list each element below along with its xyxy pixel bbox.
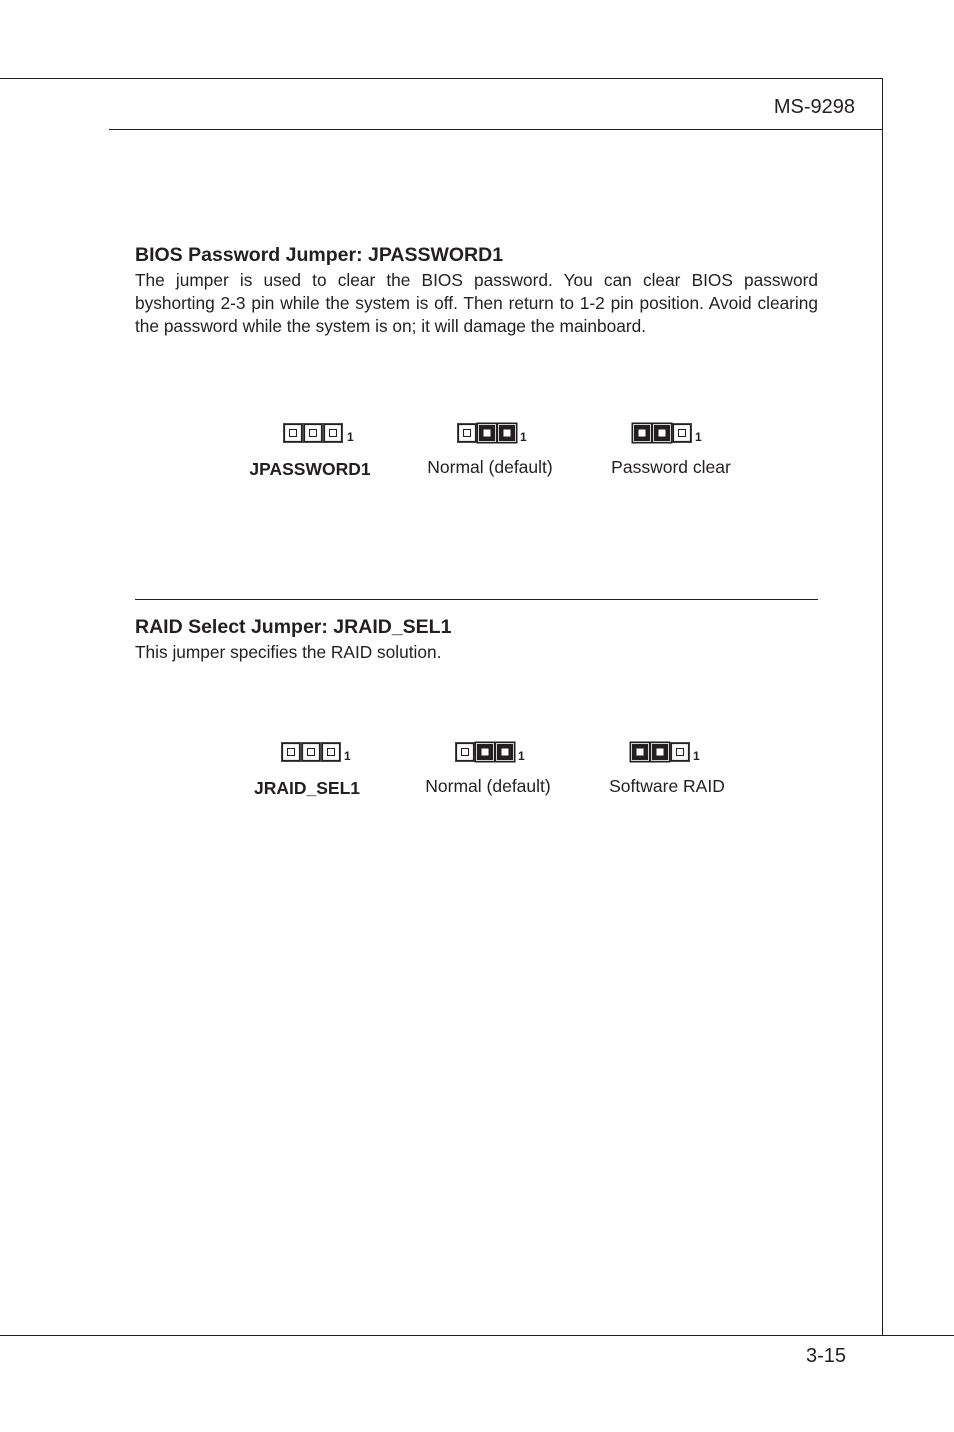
jumper-diagram bbox=[207, 741, 407, 811]
jumper-setting-software-raid bbox=[567, 741, 767, 811]
jumper-setting-password-clear bbox=[571, 422, 771, 492]
pin-1-label: 1 bbox=[520, 430, 527, 444]
pin-cell bbox=[283, 744, 300, 761]
pin-cell bbox=[285, 425, 302, 442]
model-number: MS-9298 bbox=[773, 96, 855, 118]
pin-1-label: 1 bbox=[695, 430, 702, 444]
jumper-caption: Normal (default) bbox=[427, 457, 553, 477]
pin-cell bbox=[303, 744, 320, 761]
raid-select-section bbox=[135, 615, 818, 664]
jumper-pins bbox=[282, 422, 344, 444]
pin-1 bbox=[502, 749, 509, 756]
jumper-diagram bbox=[210, 422, 410, 492]
pin-3 bbox=[639, 430, 646, 437]
jumper-pins bbox=[280, 741, 342, 763]
pin-2 bbox=[659, 430, 666, 437]
pin-2 bbox=[482, 749, 489, 756]
pin-1-label: 1 bbox=[693, 749, 700, 763]
jumper-setting-normal bbox=[390, 422, 590, 492]
pin-1 bbox=[504, 430, 511, 437]
pin-cell bbox=[457, 744, 474, 761]
section-body: The jumper is used to clear the BIOS password. You can clear BIOS password byshorting 2-3 pin while the system is off. Then return to 1-2 pin position. Avoid clearing the password while the system is on; it will damage the mainboard. bbox=[135, 270, 818, 336]
pin-cell bbox=[323, 744, 340, 761]
top-border bbox=[0, 78, 883, 79]
pin-3 bbox=[637, 749, 644, 756]
pin-cell bbox=[674, 425, 691, 442]
pin-cell bbox=[305, 425, 322, 442]
bios-password-section bbox=[135, 243, 818, 338]
section-body: This jumper specifies the RAID solution. bbox=[135, 642, 442, 662]
jumper-caption: Normal (default) bbox=[425, 776, 551, 796]
jumper-pins bbox=[454, 741, 516, 763]
pin-cell bbox=[325, 425, 342, 442]
pin-1-label: 1 bbox=[344, 749, 351, 763]
jumper-pins bbox=[631, 422, 693, 444]
jumper-pins bbox=[629, 741, 691, 763]
page-number: 3-15 bbox=[805, 1345, 846, 1367]
pin-cell bbox=[459, 425, 476, 442]
jumper-caption: Password clear bbox=[611, 457, 731, 477]
section-title: BIOS Password Jumper: JPASSWORD1 bbox=[135, 244, 504, 266]
pin-1-label: 1 bbox=[518, 749, 525, 763]
header-rule bbox=[109, 129, 883, 130]
right-border bbox=[882, 78, 883, 1336]
section-divider bbox=[135, 599, 818, 600]
pin-2 bbox=[657, 749, 664, 756]
pin-1-label: 1 bbox=[347, 430, 354, 444]
section-title: RAID Select Jumper: JRAID_SEL1 bbox=[135, 616, 452, 638]
jumper-pins bbox=[456, 422, 518, 444]
jumper-setting-normal bbox=[388, 741, 588, 811]
pin-2 bbox=[484, 430, 491, 437]
jumper-name: JRAID_SEL1 bbox=[253, 778, 360, 798]
pin-cell bbox=[672, 744, 689, 761]
jumper-name: JPASSWORD1 bbox=[249, 459, 371, 479]
jumper-caption: Software RAID bbox=[609, 776, 725, 796]
bottom-border bbox=[0, 1335, 954, 1336]
